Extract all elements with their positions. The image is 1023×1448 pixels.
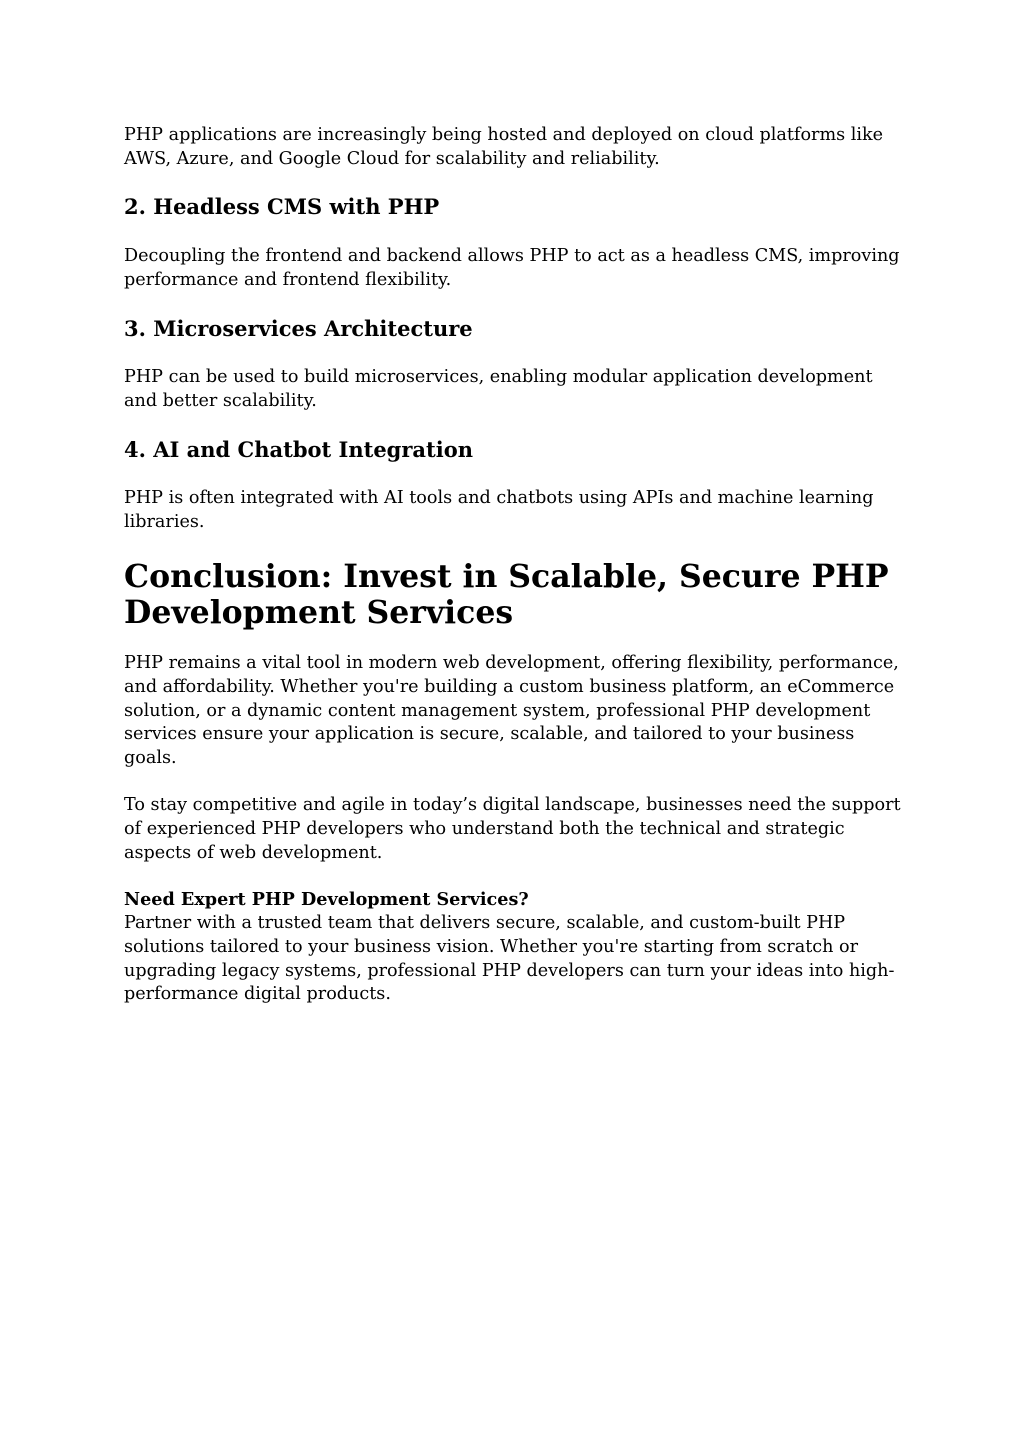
trend-paragraph-ai-chatbot: PHP is often integrated with AI tools and chatbots using APIs and machine learning libraries.	[124, 488, 874, 532]
conclusion-paragraph-1: PHP remains a vital tool in modern web development, offering flexibility, performance, and affordability. Whether you're building a custom business platform, an eCommerce solution, or a dynamic content management system, professional PHP development services ensure your application is secure, scalable, and tailored to your business goals.	[124, 653, 899, 769]
cta-title: Need Expert PHP Development Services?	[124, 889, 529, 910]
trend-heading-microservices: 3. Microservices Architecture	[124, 316, 473, 341]
intro-paragraph: PHP applications are increasingly being hosted and deployed on cloud platforms like AWS, Azure, and Google Cloud for scalability and reliability.	[124, 125, 884, 169]
cta-paragraph: Partner with a trusted team that delivers secure, scalable, and custom-built PHP solutions tailored to your business vision. Whether you're starting from scratch or upgrading legacy systems, professional PHP developers can turn your ideas into high-performance digital products.	[124, 913, 895, 1005]
conclusion-paragraph-2: To stay competitive and agile in today’s digital landscape, businesses need the support of experienced PHP developers who understand both the technical and strategic aspects of web development.	[124, 795, 901, 863]
trend-paragraph-microservices: PHP can be used to build microservices, enabling modular application development and better scalability.	[124, 367, 873, 411]
conclusion-heading: Conclusion: Invest in Scalable, Secure PHP Development Services	[124, 558, 889, 631]
trend-heading-headless-cms: 2. Headless CMS with PHP	[124, 194, 440, 219]
trend-paragraph-headless-cms: Decoupling the frontend and backend allows PHP to act as a headless CMS, improving performance and frontend flexibility.	[124, 246, 900, 290]
trend-heading-ai-chatbot: 4. AI and Chatbot Integration	[124, 437, 473, 462]
